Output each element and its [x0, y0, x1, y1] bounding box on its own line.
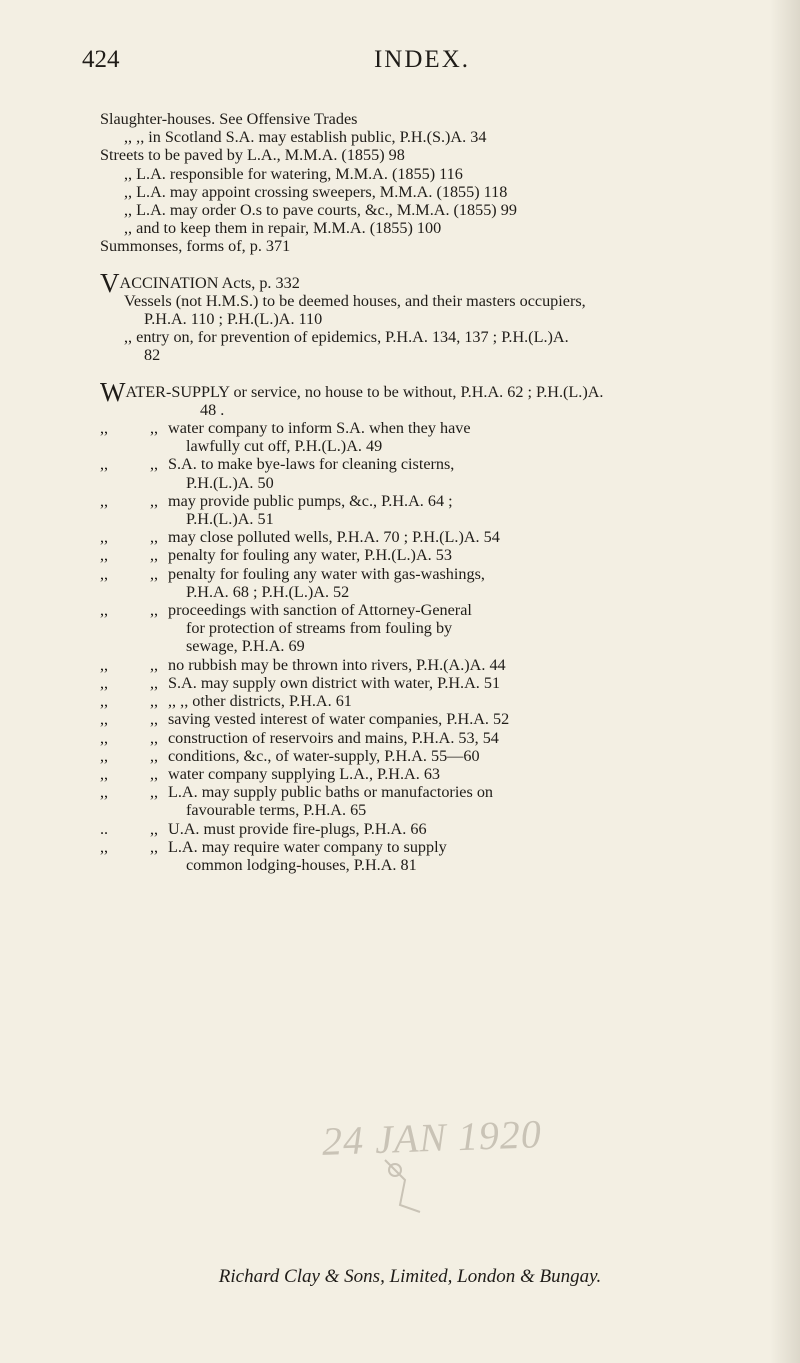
subentry-text [168, 674, 772, 692]
index-entry: ,, ,, in Scotland S.A. may establish public, P.H.(S.)A. 34 [124, 128, 487, 147]
subentry-continuation: lawfully cut off, P.H.(L.)A. 49 [186, 437, 383, 456]
subentry-text [168, 455, 772, 491]
subentry-main: L.A. may supply public baths or manufactories on [168, 783, 494, 802]
water-subentry [100, 656, 772, 674]
index-entry: ,, L.A. may order O.s to pave courts, &c., M.M.A. (1855) 99 [124, 201, 517, 220]
ditto-mark: ,, [150, 728, 159, 747]
ditto-mark: ,, [150, 692, 159, 711]
subentry-main: saving vested interest of water companies, P.H.A. 52 [168, 710, 510, 729]
subentry-text [168, 601, 772, 656]
subentry-main: S.A. to make bye-laws for cleaning cisterns, [168, 455, 455, 474]
subentry-text [168, 565, 772, 601]
index-entry: ,, and to keep them in repair, M.M.A. (1855) 100 [124, 219, 442, 238]
index-entry: ,, L.A. may appoint crossing sweepers, M.M.A. (1855) 118 [124, 182, 508, 201]
ditto-mark: ,, [100, 601, 109, 620]
subentry-main: may close polluted wells, P.H.A. 70 ; P.H.(L.)A. 54 [168, 528, 500, 547]
ditto-mark: ,, [150, 673, 159, 692]
water-subentry [100, 710, 772, 728]
page-number: 424 [82, 46, 120, 73]
ditto-mark: ,, [150, 564, 159, 583]
ditto-mark: ,, [100, 837, 109, 856]
water-subentry [100, 747, 772, 765]
heading-text: ATER-SUPPLY or service, no house to be without, P.H.A. 62 ; P.H.(L.)A. [125, 382, 604, 401]
subentry-text [168, 656, 772, 674]
water-subentry [100, 838, 772, 874]
ditto-mark: ,, [100, 546, 109, 565]
index-entry: P.H.A. 110 ; P.H.(L.)A. 110 [144, 310, 323, 329]
subentry-main: conditions, &c., of water-supply, P.H.A. 55—60 [168, 746, 480, 765]
index-entry: ,, L.A. responsible for watering, M.M.A. (1855) 116 [124, 164, 463, 183]
subentry-continuation: favourable terms, P.H.A. 65 [186, 801, 367, 820]
ditto-mark: ,, [150, 419, 159, 438]
ditto-mark: ,, [100, 728, 109, 747]
ditto-mark: ,, [150, 528, 159, 547]
ditto-mark: ,, [100, 528, 109, 547]
ditto-mark: ,, [150, 819, 159, 838]
index-entry: 48 . [200, 400, 225, 419]
subentry-text [168, 783, 772, 819]
ditto-mark: ,, [100, 783, 109, 802]
ditto-mark: ,, [150, 837, 159, 856]
ditto-mark: ,, [150, 710, 159, 729]
subentry-text [168, 692, 772, 710]
index-entries [100, 110, 772, 874]
water-subentry [100, 565, 772, 601]
water-subentry [100, 783, 772, 819]
ditto-mark: ,, [100, 710, 109, 729]
subentry-text [168, 492, 772, 528]
subentry-main: ,, ,, other districts, P.H.A. 61 [168, 692, 352, 711]
ditto-mark: ,, [100, 692, 109, 711]
subentry-text [168, 419, 772, 455]
heading-text: ACCINATION Acts, p. 332 [119, 273, 300, 292]
subentry-main: penalty for fouling any water with gas-washings, [168, 564, 485, 583]
water-subentry [100, 765, 772, 783]
index-entry: Streets to be paved by L.A., M.M.A. (1855) 98 [100, 146, 405, 165]
index-entry: ,, entry on, for prevention of epidemics, P.H.A. 134, 137 ; P.H.(L.)A. [124, 328, 569, 347]
index-entry: Vessels (not H.M.S.) to be deemed houses, and their masters occupiers, [124, 291, 586, 310]
subentry-text [168, 546, 772, 564]
printer-imprint: Richard Clay & Sons, Limited, London & Bungay. [218, 1266, 602, 1287]
ditto-mark: ,, [150, 764, 159, 783]
running-head: INDEX. [373, 46, 470, 73]
water-subentry [100, 546, 772, 564]
page-edge [770, 0, 800, 1363]
subentry-continuation: P.H.(L.)A. 51 [186, 510, 274, 529]
ditto-mark: ,, [100, 673, 109, 692]
subentry-text [168, 765, 772, 783]
drop-initial: W [100, 376, 126, 407]
subentry-continuation: P.H.A. 68 ; P.H.(L.)A. 52 [186, 582, 350, 601]
subentry-main: penalty for fouling any water, P.H.(L.)A. 53 [168, 546, 452, 565]
water-subentry [100, 674, 772, 692]
subentry-text [168, 710, 772, 728]
ditto-mark: ,, [100, 419, 109, 438]
subentry-text [168, 747, 772, 765]
section-heading-v [100, 267, 772, 298]
water-subentry [100, 692, 772, 710]
subentry-text [168, 528, 772, 546]
ditto-mark: ,, [150, 746, 159, 765]
ditto-mark: ,, [150, 491, 159, 510]
water-subentry [100, 729, 772, 747]
date-stamp: 24 JAN 1920 [321, 1111, 543, 1164]
water-subentry [100, 455, 772, 491]
water-subentry [100, 528, 772, 546]
ditto-mark: ,, [100, 491, 109, 510]
subentry-continuation: sewage, P.H.A. 69 [186, 637, 305, 656]
subentry-main: S.A. may supply own district with water, P.H.A. 51 [168, 673, 501, 692]
water-subentry [100, 492, 772, 528]
subentry-continuation: common lodging-houses, P.H.A. 81 [186, 855, 417, 874]
ditto-mark: .. [100, 819, 109, 838]
subentry-text [168, 838, 772, 874]
ditto-mark: ,, [100, 564, 109, 583]
subentry-main: water company supplying L.A., P.H.A. 63 [168, 764, 441, 783]
subentry-continuation: for protection of streams from fouling by [186, 619, 453, 638]
water-subentry [100, 601, 772, 656]
ditto-mark: ,, [150, 783, 159, 802]
subentry-main: no rubbish may be thrown into rivers, P.H.(A.)A. 44 [168, 655, 506, 674]
index-entry: 82 [144, 346, 161, 365]
subentry-continuation: P.H.(L.)A. 50 [186, 473, 274, 492]
drop-initial: V [100, 267, 120, 298]
ditto-mark: ,, [150, 455, 159, 474]
subentry-main: proceedings with sanction of Attorney-General [168, 601, 472, 620]
ditto-mark: ,, [100, 655, 109, 674]
subentry-main: construction of reservoirs and mains, P.H.A. 53, 54 [168, 728, 499, 747]
subentry-main: may provide public pumps, &c., P.H.A. 64 ; [168, 491, 453, 510]
water-subentry [100, 820, 772, 838]
subentry-text [168, 820, 772, 838]
ditto-mark: ,, [100, 455, 109, 474]
subentry-main: water company to inform S.A. when they have [168, 419, 471, 438]
ditto-mark: ,, [100, 746, 109, 765]
subentry-main: U.A. must provide fire-plugs, P.H.A. 66 [168, 819, 427, 838]
page-header [82, 46, 762, 86]
ditto-mark: ,, [100, 764, 109, 783]
section-heading-w [100, 376, 772, 407]
ditto-mark: ,, [150, 601, 159, 620]
index-entry: Summonses, forms of, p. 371 [100, 237, 291, 256]
water-subentry [100, 419, 772, 455]
subentry-text [168, 729, 772, 747]
subentry-main: L.A. may require water company to supply [168, 837, 447, 856]
index-entry: Slaughter-houses. See Offensive Trades [100, 110, 358, 128]
ditto-mark: ,, [150, 655, 159, 674]
ditto-mark: ,, [150, 546, 159, 565]
